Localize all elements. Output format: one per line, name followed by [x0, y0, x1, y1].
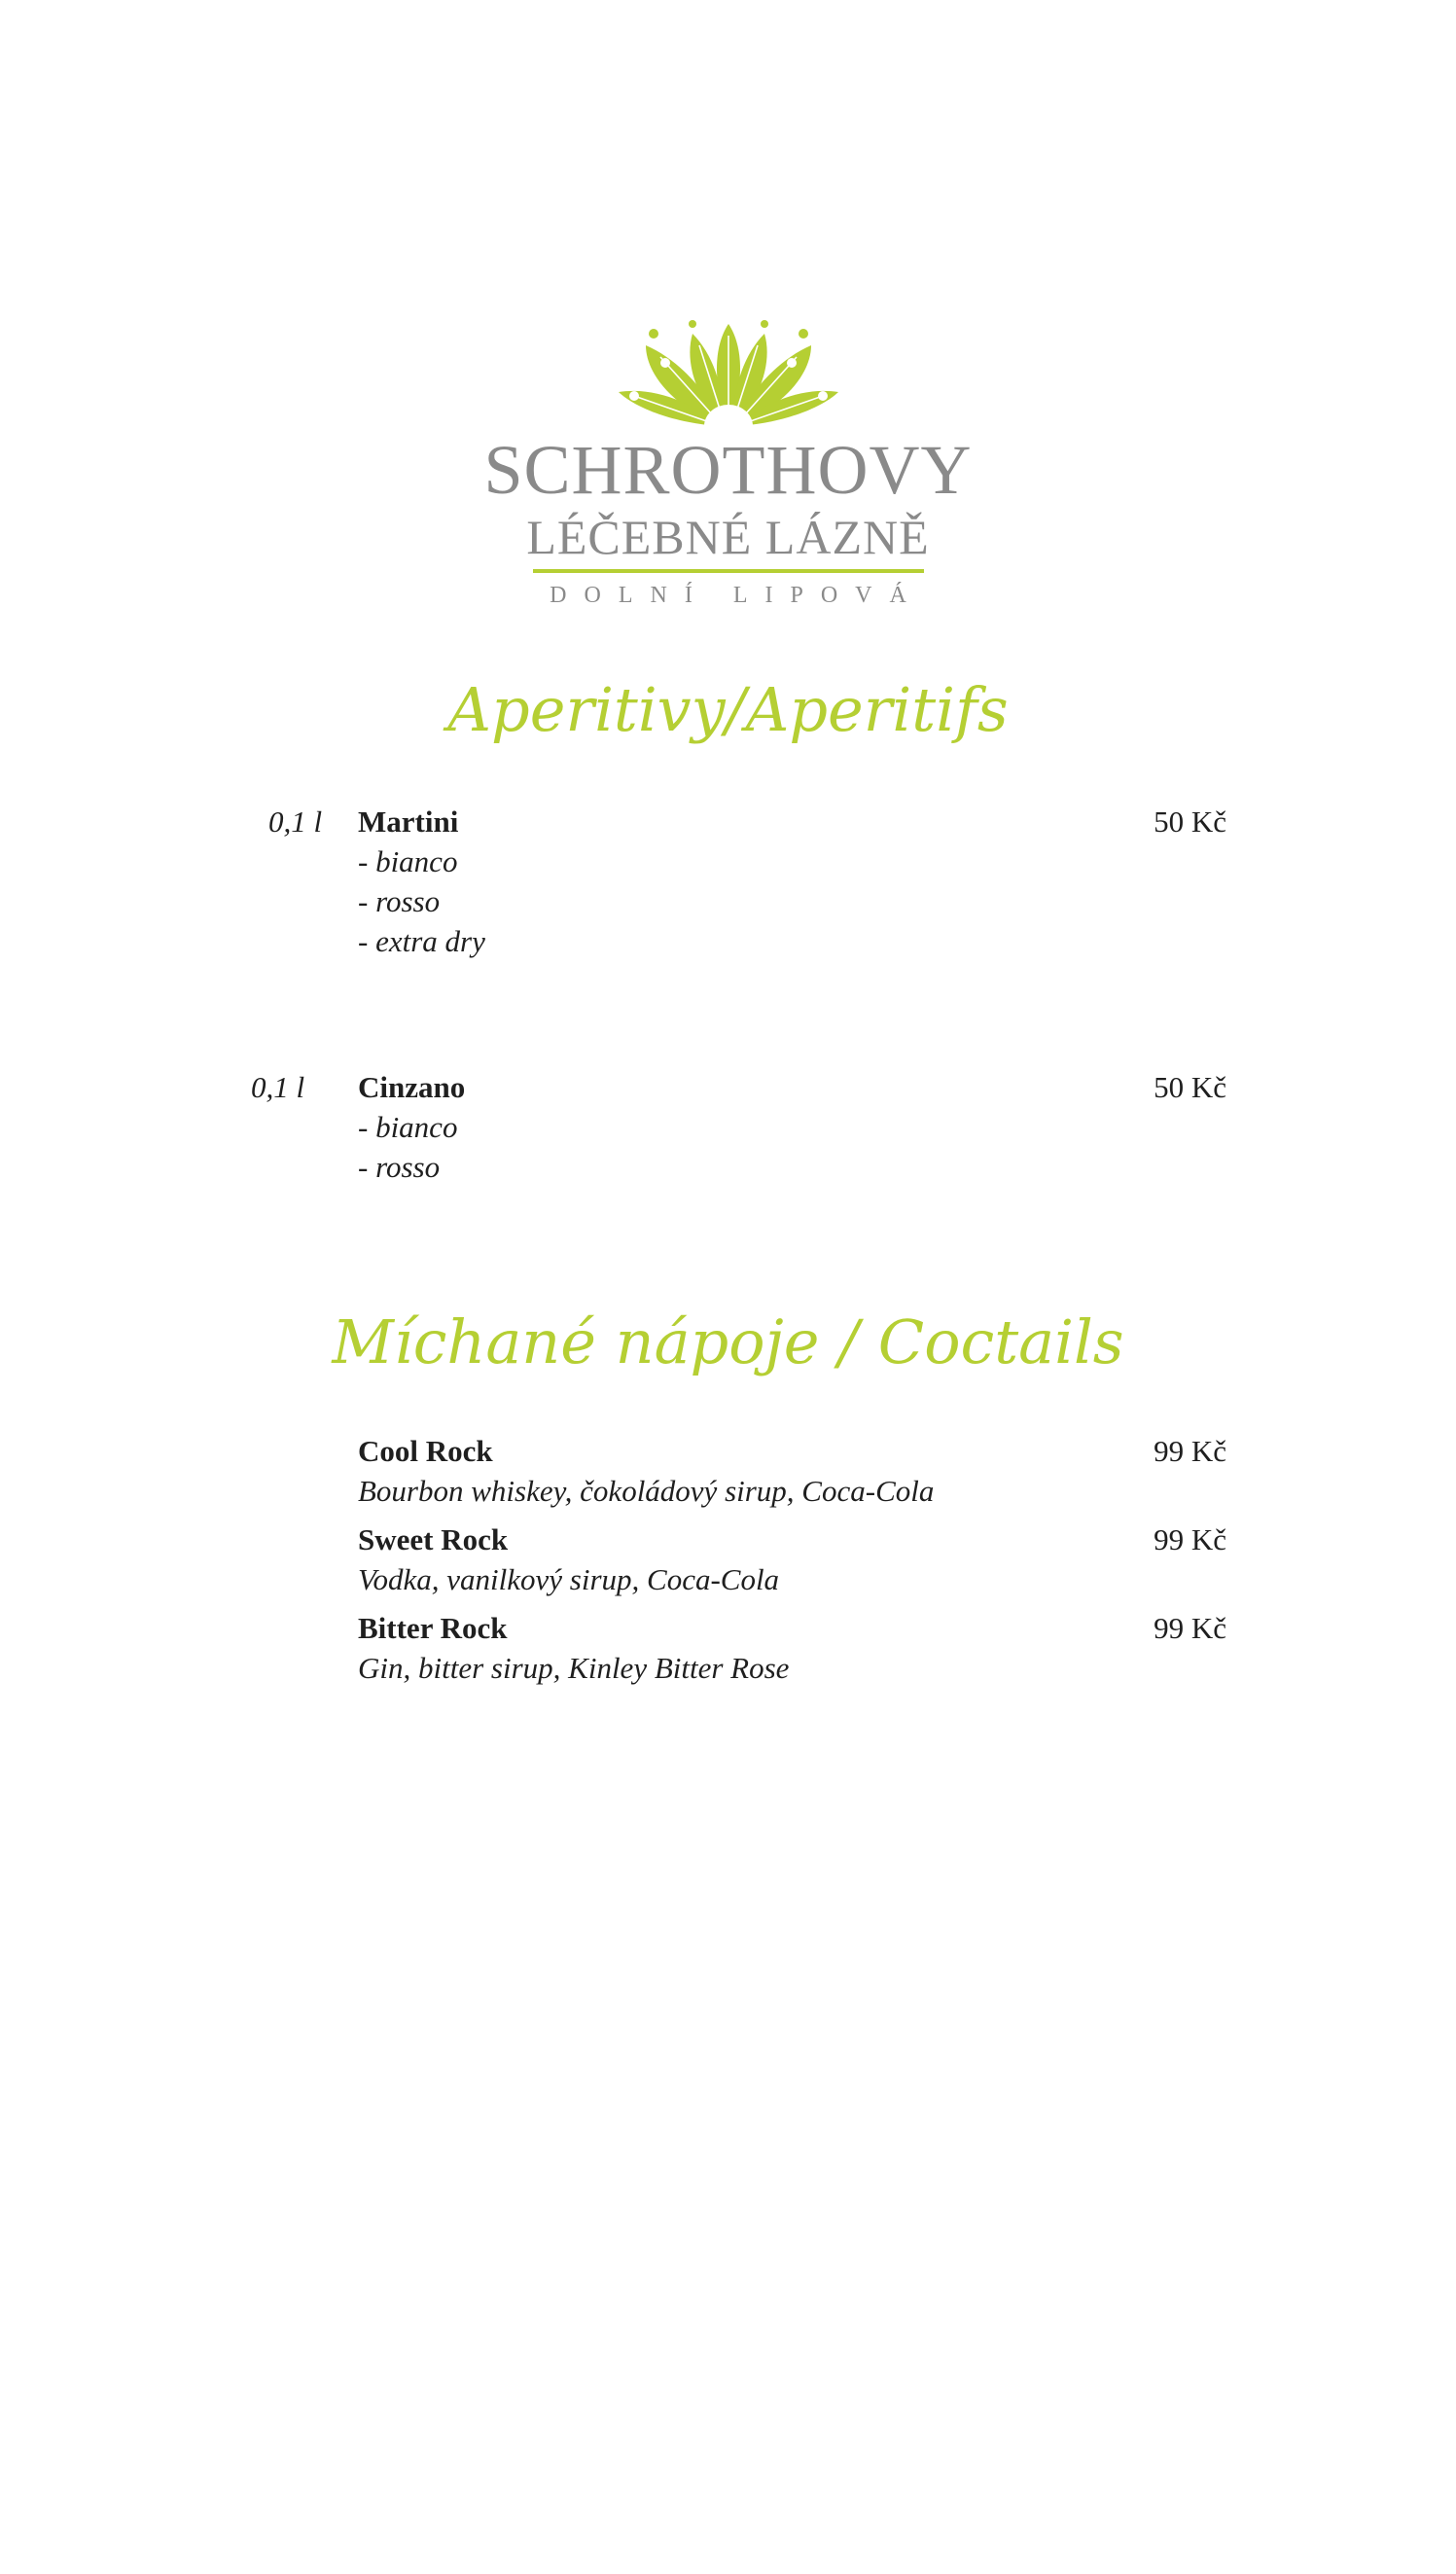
- item-name-cinzano: Cinzano: [358, 1070, 466, 1104]
- item-price: 99 Kč: [1154, 1611, 1226, 1645]
- section-title-aperitifs: Aperitivy/Aperitifs: [447, 674, 1009, 745]
- logo-subtitle: LÉČEBNÉ LÁZNĚ: [526, 510, 930, 564]
- item-description: Vodka, vanilkový sirup, Coca-Cola: [358, 1562, 780, 1596]
- item-price: 99 Kč: [1154, 1434, 1226, 1468]
- logo: [0, 316, 1456, 609]
- item-variant: - rosso: [358, 1150, 441, 1184]
- item-name-cool-rock: Cool Rock: [358, 1434, 493, 1468]
- item-description: Gin, bitter sirup, Kinley Bitter Rose: [358, 1651, 790, 1685]
- item-variant: - bianco: [358, 844, 458, 878]
- item-description: Bourbon whiskey, čokoládový sirup, Coca-Cola: [358, 1474, 935, 1508]
- item-name-bitter-rock: Bitter Rock: [358, 1611, 508, 1645]
- lotus-flower-icon: [617, 316, 840, 433]
- item-volume: 0,1 l: [251, 1070, 305, 1104]
- logo-divider: [533, 569, 924, 573]
- item-price: 99 Kč: [1154, 1522, 1226, 1556]
- logo-title: SCHROTHOVY: [483, 431, 973, 509]
- item-variant: - rosso: [358, 884, 441, 918]
- item-variant: - extra dry: [358, 924, 485, 958]
- item-name-martini: Martini: [358, 804, 459, 839]
- item-price: 50 Kč: [1154, 804, 1226, 839]
- item-price: 50 Kč: [1154, 1070, 1226, 1104]
- logo-location: DOLNÍ LIPOVÁ: [550, 583, 924, 608]
- section-title-cocktails: Míchané nápoje / Coctails: [332, 1306, 1124, 1377]
- item-volume: 0,1 l: [268, 804, 323, 839]
- item-name-sweet-rock: Sweet Rock: [358, 1522, 509, 1556]
- item-variant: - bianco: [358, 1110, 458, 1144]
